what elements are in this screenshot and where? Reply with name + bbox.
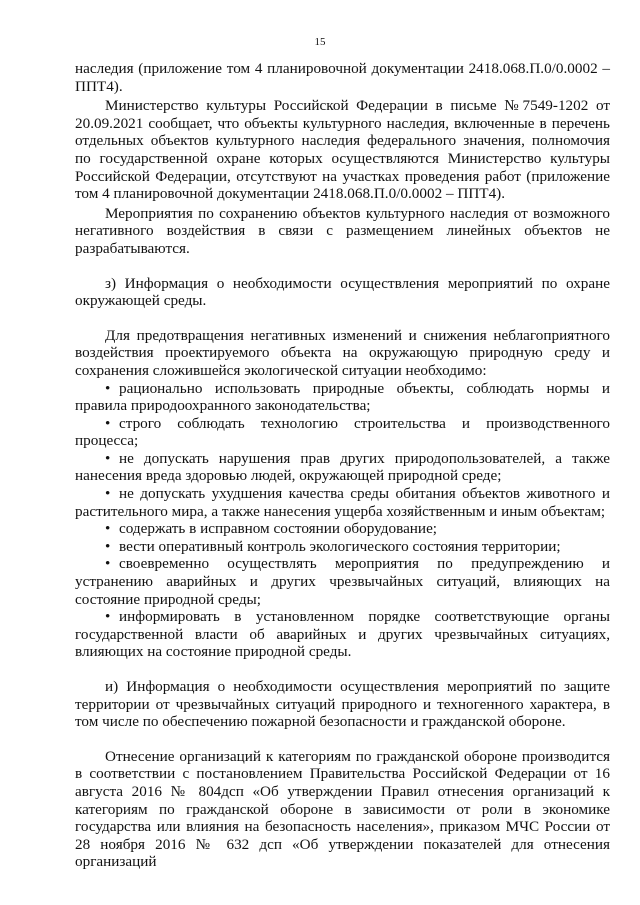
- list-item: • строго соблюдать технологию строительства и производственного процесса;: [75, 414, 610, 450]
- list-item: • содержать в исправном состоянии оборудование;: [105, 520, 438, 538]
- list-item: • рационально использовать природные объекты, соблюдать нормы и правила природоохранного законодательства;: [75, 379, 610, 415]
- paragraph: Для предотвращения негативных изменений и снижения неблагоприятного воздействия проектируемого объекта на окружающую природную среду и сохранения сложившейся экологической ситуации необходимо:: [75, 326, 610, 379]
- list-item: • своевременно осуществлять мероприятия по предупреждению и устранению аварийных и других чрезвычайных ситуаций, влияющих на состояние природной среды;: [75, 555, 610, 608]
- list-item: • вести оперативный контроль экологического состояния территории;: [105, 537, 561, 555]
- bullet-list: [75, 380, 610, 662]
- paragraph: Мероприятия по сохранению объектов культурного наследия от возможного негативного воздействия в связи с размещением линейных объектов не разрабатываются.: [75, 204, 610, 257]
- bullet-icon: •: [105, 608, 111, 626]
- bullet-icon: •: [105, 485, 111, 503]
- paragraph: наследия (приложение том 4 планировочной документации 2418.068.П.0/0.0002 – ППТ4).: [75, 60, 610, 95]
- paragraph: Министерство культуры Российской Федерации в письме №7549-1202 от 20.09.2021 сообщает, что объекты культурного наследия, включенные в перечень отдельных объектов культурного наследия федерального значения, полномочия по государственной охране которых осуществляются Министерство культуры Российской Федерации, отсутствуют на участках проведения работ (приложение том 4 планировочной документации 2418.068.П.0/0.0002 – ППТ4).: [75, 97, 610, 203]
- list-item: • не допускать ухудшения качества среды обитания объектов животного и растительного мира, а также нанесения ущерба хозяйственным и иным объектам;: [75, 485, 610, 520]
- page-number: 15: [314, 36, 326, 48]
- bullet-icon: •: [105, 555, 111, 573]
- list-item: • не допускать нарушения прав других природопользователей, а также нанесения вреда здоровью людей, окружающей природной среде;: [75, 449, 610, 485]
- bullet-icon: •: [105, 414, 111, 432]
- bullet-icon: •: [105, 379, 111, 397]
- document-body: [75, 60, 610, 871]
- list-item: • информировать в установленном порядке соответствующие органы государственной власти об аварийных и других чрезвычайных ситуациях, влияющих на состояние природной среды.: [75, 608, 610, 661]
- section-heading: з) Информация о необходимости осуществления мероприятий по охране окружающей среды.: [75, 274, 610, 310]
- section-heading: и) Информация о необходимости осуществления мероприятий по защите территории от чрезвычайных ситуаций природного и техногенного характера, в том числе по обеспечению пожарной безопасности и гражданской обороне.: [75, 678, 610, 731]
- paragraph: Отнесение организаций к категориям по гражданской обороне производится в соответствии с постановлением Правительства Российской Федерации от 16 августа 2016 № 804дсп «Об утверждении Правил отнесения организаций к категориям по гражданской обороне в зависимости от роли в экономике государства или влияния на безопасность населения», приказом МЧС России от 28 ноября 2016 № 632 дсп «Об утверждении показателей для отнесения организаций: [75, 747, 610, 871]
- bullet-icon: •: [105, 537, 111, 555]
- bullet-icon: •: [105, 520, 111, 538]
- bullet-icon: •: [105, 449, 111, 467]
